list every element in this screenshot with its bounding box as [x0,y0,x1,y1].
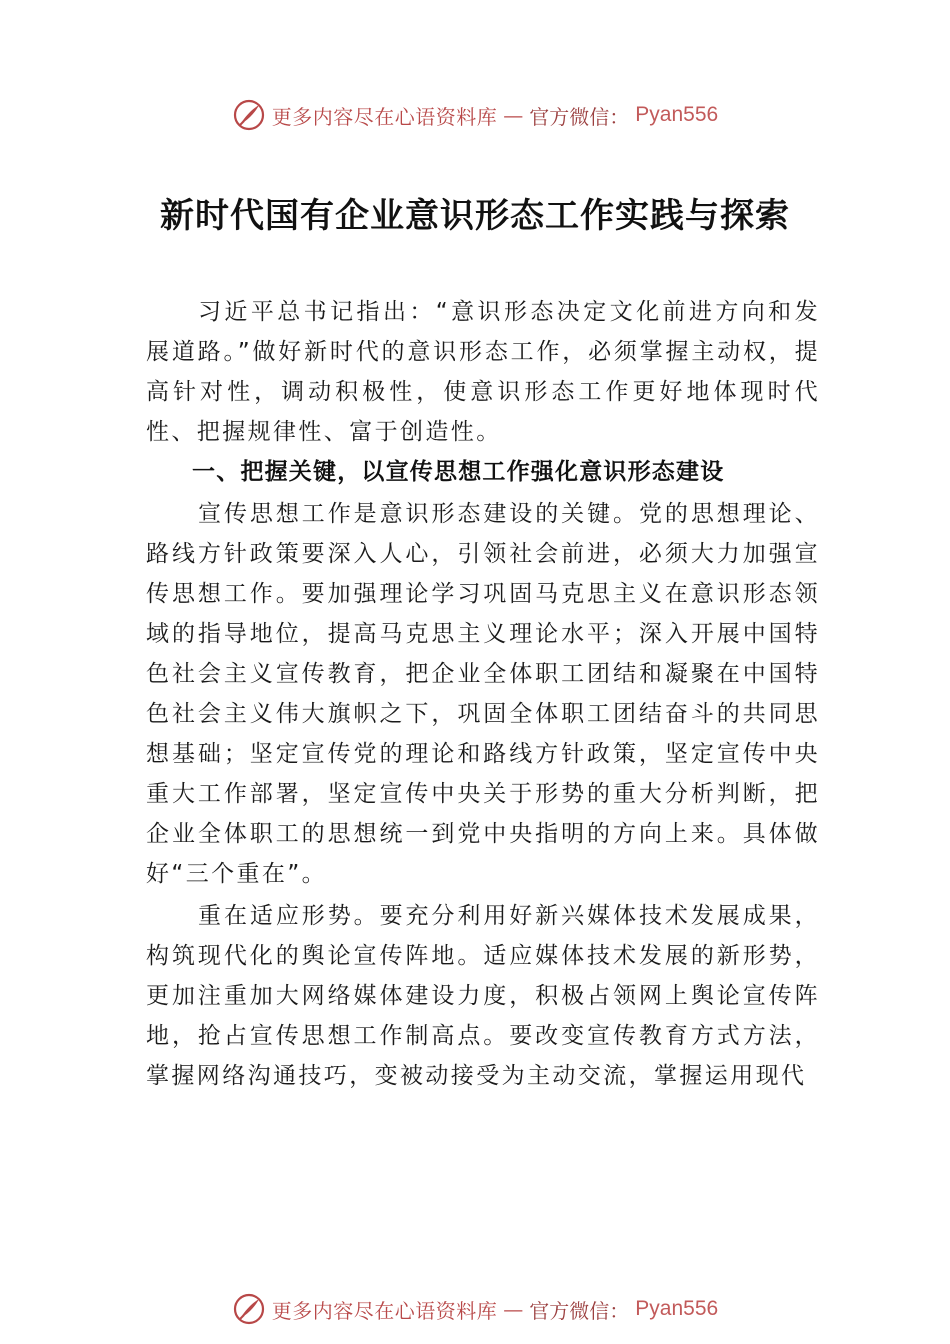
section-paragraph: 宣传思想工作是意识形态建设的关键。党的思想理论、路线方针政策要深入人心，引领社会前进，必须大力加强宣传思想工作。要加强理论学习巩固马克思主义在意识形态领域的指导地位，提高马克思主义理论水平；深入开展中国特色社会主义宣传教育，把企业全体职工团结和凝聚在中国特色社会主义伟大旗帜之下，巩固全体职工团结奋斗的共同思想基础；坚定宣传党的理论和路线方针政策，坚定宣传中央重大工作部署，坚定宣传中央关于形势的重大分析判断，把企业全体职工的思想统一到党中央指明的方向上来。具体做好“三个重在”。 [146,501,820,887]
document-body [146,292,820,1096]
watermark-wechat-id: Pyan556 [635,103,719,126]
section-heading: 一、把握关键，以宣传思想工作强化意识形态建设 [192,459,725,485]
footer-watermark [0,1289,950,1329]
watermark-wechat-label: 官方微信： [529,104,630,129]
watermark-separator: — [503,1297,524,1321]
quill-circle-logo-icon [232,98,266,132]
intro-paragraph: 习近平总书记指出：“意识形态决定文化前进方向和发展道路。”做好新时代的意识形态工作，必须掌握主动权，提高针对性，调动积极性，使意识形态工作更好地体现时代性、把握规律性、富于创造性。 [146,299,820,445]
watermark-separator: — [503,103,524,127]
document-title: 新时代国有企业意识形态工作实践与探索 [160,196,790,236]
header-watermark [0,95,950,135]
quill-circle-logo-icon [232,1292,266,1326]
watermark-wechat-id: Pyan556 [635,1297,719,1320]
watermark-text: 更多内容尽在心语资料库 [271,104,498,129]
watermark-text: 更多内容尽在心语资料库 [271,1298,498,1323]
watermark-wechat-label: 官方微信： [529,1298,630,1323]
section-paragraph: 重在适应形势。要充分利用好新兴媒体技术发展成果，构筑现代化的舆论宣传阵地。适应媒体技术发展的新形势，更加注重加大网络媒体建设力度，积极占领网上舆论宣传阵地，抢占宣传思想工作制高点。要改变宣传教育方式方法，掌握网络沟通技巧，变被动接受为主动交流，掌握运用现代 [146,903,820,1089]
